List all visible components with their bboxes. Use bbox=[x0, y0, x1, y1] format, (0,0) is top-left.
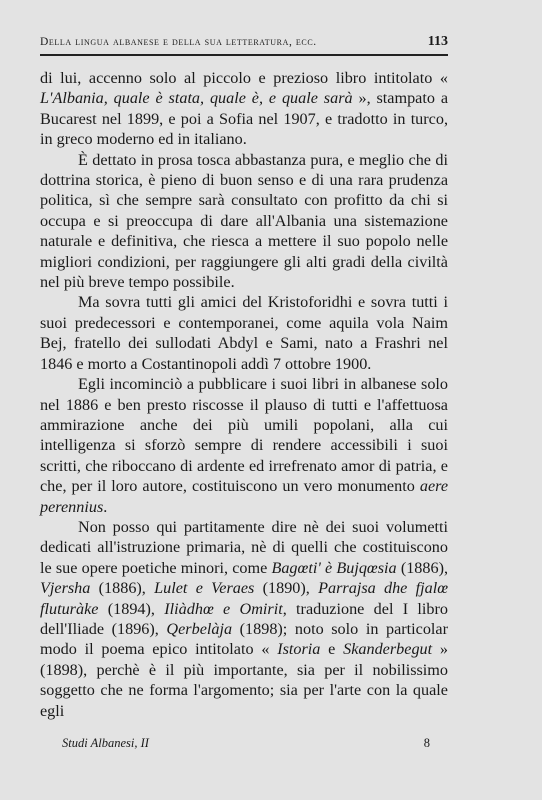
p5-title-6: Qerbelàja bbox=[166, 619, 233, 638]
p4-text-a: Egli incominciò a pubblicare i suoi libri in albanese solo nel 1886 e ben presto riscosse il plauso di tutti e l'affettuosa ammirazione anche dei più umili popolani, alla cui intelligenza si sforzò sempre di rendere accessibili i suoi scritti, che riboccano di ardente ed irrefrenato amor di patria, e che, per il loro autore, costituiscono un vero monumento bbox=[40, 375, 448, 496]
p4-latin-italic: aere perennius bbox=[40, 477, 449, 516]
p5-title-8: Skanderbegut bbox=[343, 640, 433, 659]
footer-signature: Studi Albanesi, II bbox=[62, 736, 149, 750]
p5-title-5: Iliàdhœ e Omirit bbox=[164, 599, 283, 618]
p5-text-a: Non posso qui partitamente dire nè dei suoi volumetti dedicati all'istruzione primaria, nè di quelli che costituiscono le sue opere poetiche minori, come bbox=[40, 517, 448, 577]
body-text bbox=[40, 68, 448, 721]
p5-title-7: Istoria bbox=[277, 640, 321, 659]
p5-text-i: » (1898), perchè è il più importante, sia per il nobilissimo soggetto che ne forma l'argomento; sia per l'arte con la quale egli bbox=[40, 640, 448, 720]
paragraph-1 bbox=[40, 68, 448, 150]
p1-text-a: di lui, accenno solo al piccolo e prezioso libro intitolato « bbox=[40, 69, 448, 87]
p5-text-f: , traduzione del I libro dell'Iliade (1896), bbox=[40, 599, 449, 638]
footer-sheet-number: 8 bbox=[423, 736, 430, 750]
paragraph-5 bbox=[40, 517, 448, 721]
p5-text-g: (1898); noto solo in particolar modo il poema epico intitolato « bbox=[40, 619, 449, 659]
p4-text-c: . bbox=[103, 497, 108, 516]
p5-title-4: Parrajsa dhe fjalœ fluturàke bbox=[40, 579, 449, 618]
running-header bbox=[40, 34, 448, 50]
p5-title-2: Vjersha bbox=[40, 579, 91, 598]
paragraph-4 bbox=[40, 374, 448, 517]
p5-text-d: (1890), bbox=[262, 579, 310, 598]
p5-text-b: (1886), bbox=[400, 558, 449, 577]
p5-text-e: (1894), bbox=[107, 599, 155, 618]
p5-text-c: (1886), bbox=[98, 579, 146, 598]
page-number: 113 bbox=[427, 34, 448, 49]
p5-title-3: Lulet e Veraes bbox=[154, 579, 255, 598]
p1-title-italic: L'Albania, quale è stata, quale è, e quale sarà bbox=[40, 89, 353, 108]
p1-text-c: », stampato a Bucarest nel 1899, e poi a Sofia nel 1907, e tradotto in turco, in greco moderno ed in italiano. bbox=[40, 89, 449, 149]
p5-text-h: e bbox=[328, 640, 336, 659]
paragraph-2: È dettato in prosa tosca abbastanza pura, e meglio che di dottrina storica, è pieno di buon senso e di una rara prudenza politica, sì che sempre sarà consultato con profitto da chi si occupa e si preoccupa di dare all'Albania una sistemazione naturale e definitiva, che riesca a mettere il suo popolo nelle migliori condizioni, per raggiungere gli alti gradi della civiltà nel più breve tempo possibile. bbox=[40, 150, 448, 292]
page-footer bbox=[62, 736, 430, 751]
running-title: Della lingua albanese e della sua letteratura, ecc. bbox=[40, 36, 317, 48]
p5-title-1: Bagœti' è Bujqœsia bbox=[271, 558, 397, 577]
header-rule bbox=[40, 54, 448, 56]
paragraph-3: Ma sovra tutti gli amici del Kristoforidhi e sovra tutti i suoi predecessori e contemporanei, come aquila vola Naim Bej, fratello dei sullodati Abdyl e Sami, nato a Frashri nel 1846 e morto a Costantinopoli addì 7 ottobre 1900. bbox=[40, 293, 448, 373]
